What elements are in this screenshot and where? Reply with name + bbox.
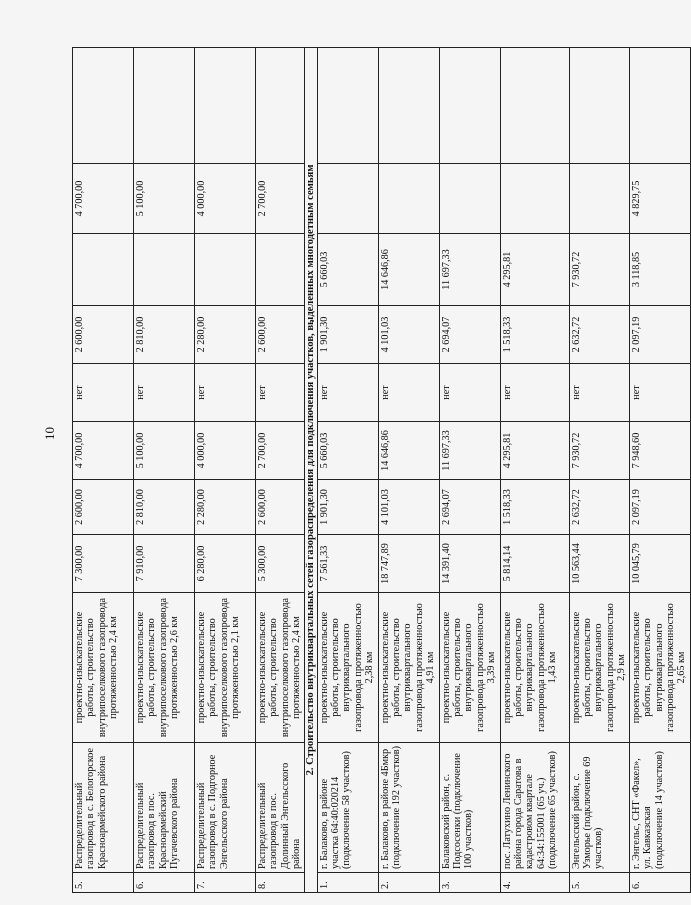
table-row bbox=[500, 48, 569, 893]
total-cost: 5 300,00 bbox=[256, 535, 305, 593]
object-name: пос. Латухино Ленинского района города Саратова в кадастровом квартале 64:34:155001 (65 уч.) (подключение 65 участков) bbox=[500, 743, 569, 873]
row-number: 1. bbox=[317, 873, 378, 893]
value-4: 1 901,30 bbox=[317, 306, 378, 364]
section-2-body bbox=[304, 48, 317, 893]
value-2: 4 000,00 bbox=[195, 422, 256, 480]
value-1: 2 632,72 bbox=[569, 480, 629, 535]
value-1: 4 101,03 bbox=[378, 480, 439, 535]
object-name: г. Энгельс, СНТ «Факел», ул. Кавказская (подключение 14 участков) bbox=[629, 743, 690, 873]
value-1: 2 694,07 bbox=[439, 480, 500, 535]
table-row bbox=[256, 48, 305, 893]
object-name: Распределительный газопровод в с. Белогорское Красноармейского района bbox=[73, 743, 134, 873]
work-description: проектно-изыскательские работы, строительство внутрипоселкового газопровода протяженностью 2,4 км bbox=[73, 593, 134, 743]
object-name: г. Балаково, в районе участка 64:40:020214 (подключение 58 участков) bbox=[317, 743, 378, 873]
value-2: 5 660,03 bbox=[317, 422, 378, 480]
blank-column bbox=[439, 48, 500, 164]
blank-column bbox=[73, 48, 134, 164]
total-cost: 14 391,40 bbox=[439, 535, 500, 593]
row-number: 6. bbox=[629, 873, 690, 893]
blank-column bbox=[195, 48, 256, 164]
blank-column bbox=[378, 48, 439, 164]
value-5 bbox=[134, 234, 195, 306]
row-number: 6. bbox=[134, 873, 195, 893]
value-6: 4 829,75 bbox=[629, 164, 690, 234]
value-6: 4 700,00 bbox=[73, 164, 134, 234]
work-description: проектно-изыскательские работы, строительство внутрипоселкового газопровода протяженностью 2,4 км bbox=[256, 593, 305, 743]
value-3: нет bbox=[195, 364, 256, 422]
value-2: 2 700,00 bbox=[256, 422, 305, 480]
value-5: 4 295,81 bbox=[500, 234, 569, 306]
value-6 bbox=[500, 164, 569, 234]
object-name: Энгельсский район, с. Узморье (подключение 69 участков) bbox=[569, 743, 629, 873]
value-5: 5 660,03 bbox=[317, 234, 378, 306]
row-number: 4. bbox=[500, 873, 569, 893]
value-2: 7 948,60 bbox=[629, 422, 690, 480]
value-1: 2 280,00 bbox=[195, 480, 256, 535]
total-cost: 6 280,00 bbox=[195, 535, 256, 593]
value-1: 2 810,00 bbox=[134, 480, 195, 535]
row-number: 5. bbox=[73, 873, 134, 893]
value-4: 2 810,00 bbox=[134, 306, 195, 364]
value-3: нет bbox=[569, 364, 629, 422]
value-5: 14 646,86 bbox=[378, 234, 439, 306]
value-5 bbox=[195, 234, 256, 306]
table-row bbox=[629, 48, 690, 893]
object-name: Распределительный газопровод в пос. Долинный Энгельсского района bbox=[256, 743, 305, 873]
total-cost: 10 563,44 bbox=[569, 535, 629, 593]
value-2: 5 100,00 bbox=[134, 422, 195, 480]
value-1: 1 901,30 bbox=[317, 480, 378, 535]
value-6 bbox=[439, 164, 500, 234]
program-table bbox=[72, 47, 691, 893]
work-description: проектно-изыскательские работы, строительство внутриквартального газопровода протяженностью 2,38 км bbox=[317, 593, 378, 743]
row-number: 5. bbox=[569, 873, 629, 893]
row-number: 8. bbox=[256, 873, 305, 893]
value-3: нет bbox=[134, 364, 195, 422]
value-4: 4 101,03 bbox=[378, 306, 439, 364]
total-cost: 18 747,89 bbox=[378, 535, 439, 593]
value-1: 2 600,00 bbox=[256, 480, 305, 535]
row-number: 3. bbox=[439, 873, 500, 893]
object-name: Распределительный газопровод в пос. Красноармейский Пугачевского района bbox=[134, 743, 195, 873]
row-number: 7. bbox=[195, 873, 256, 893]
work-description: проектно-изыскательские работы, строительство внутриквартального газопровода протяженностью 1,43 км bbox=[500, 593, 569, 743]
total-cost: 5 814,14 bbox=[500, 535, 569, 593]
value-3: нет bbox=[256, 364, 305, 422]
value-6 bbox=[569, 164, 629, 234]
page-number: 10 bbox=[42, 427, 57, 440]
value-6: 4 000,00 bbox=[195, 164, 256, 234]
value-5: 11 697,33 bbox=[439, 234, 500, 306]
table-row bbox=[378, 48, 439, 893]
total-cost: 7 561,33 bbox=[317, 535, 378, 593]
table-body-bottom bbox=[317, 48, 690, 893]
value-4: 2 600,00 bbox=[73, 306, 134, 364]
blank-column bbox=[134, 48, 195, 164]
object-name: Балаковский район, с. Подсосенки (подключение 100 участков) bbox=[439, 743, 500, 873]
value-5 bbox=[73, 234, 134, 306]
work-description: проектно-изыскательские работы, строительство внутриквартального газопровода протяженностью 3,39 км bbox=[439, 593, 500, 743]
value-4: 2 600,00 bbox=[256, 306, 305, 364]
blank-column bbox=[317, 48, 378, 164]
blank-column bbox=[256, 48, 305, 164]
blank-column bbox=[500, 48, 569, 164]
value-2: 14 646,86 bbox=[378, 422, 439, 480]
work-description: проектно-изыскательские работы, строительство внутрипоселкового газопровода протяженностью 2,1 км bbox=[195, 593, 256, 743]
value-5 bbox=[256, 234, 305, 306]
table-body-top bbox=[73, 48, 305, 893]
work-description: проектно-изыскательские работы, строительство внутриквартального газопровода протяженностью 2,9 км bbox=[569, 593, 629, 743]
value-6: 2 700,00 bbox=[256, 164, 305, 234]
value-2: 4 295,81 bbox=[500, 422, 569, 480]
total-cost: 7 910,00 bbox=[134, 535, 195, 593]
value-1: 2 600,00 bbox=[73, 480, 134, 535]
table-row bbox=[134, 48, 195, 893]
rotated-table-container bbox=[72, 48, 688, 893]
section-header-row bbox=[304, 48, 317, 893]
value-1: 1 518,33 bbox=[500, 480, 569, 535]
table-row bbox=[569, 48, 629, 893]
table-row bbox=[317, 48, 378, 893]
value-2: 4 700,00 bbox=[73, 422, 134, 480]
value-5: 3 118,85 bbox=[629, 234, 690, 306]
blank-column bbox=[569, 48, 629, 164]
work-description: проектно-изыскательские работы, строительство внутрипоселкового газопровода протяженностью 2,6 км bbox=[134, 593, 195, 743]
value-3: нет bbox=[73, 364, 134, 422]
work-description: проектно-изыскательские работы, строительство внутриквартального газопровода протяженностью 4,91 км bbox=[378, 593, 439, 743]
table-row bbox=[439, 48, 500, 893]
value-6: 5 100,00 bbox=[134, 164, 195, 234]
value-2: 7 930,72 bbox=[569, 422, 629, 480]
value-3: нет bbox=[629, 364, 690, 422]
value-4: 2 694,07 bbox=[439, 306, 500, 364]
value-3: нет bbox=[317, 364, 378, 422]
value-6 bbox=[378, 164, 439, 234]
value-4: 2 097,19 bbox=[629, 306, 690, 364]
section-2-title: 2. Строительство внутриквартальных сетей газораспределения для подключения участков, выделенных многодетным семьям bbox=[304, 48, 317, 893]
value-3: нет bbox=[378, 364, 439, 422]
value-1: 2 097,19 bbox=[629, 480, 690, 535]
value-4: 2 280,00 bbox=[195, 306, 256, 364]
table-row bbox=[73, 48, 134, 893]
work-description: проектно-изыскательские работы, строительство внутриквартального газопровода протяженностью 2,65 км bbox=[629, 593, 690, 743]
object-name: Распределительный газопровод в с. Подгорное Энгельсского района bbox=[195, 743, 256, 873]
value-3: нет bbox=[500, 364, 569, 422]
table-row bbox=[195, 48, 256, 893]
value-6 bbox=[317, 164, 378, 234]
total-cost: 10 045,79 bbox=[629, 535, 690, 593]
total-cost: 7 300,00 bbox=[73, 535, 134, 593]
blank-column bbox=[629, 48, 690, 164]
object-name: г. Балаково, в районе 4Бмкр (подключение 192 участков) bbox=[378, 743, 439, 873]
value-4: 2 632,72 bbox=[569, 306, 629, 364]
row-number: 2. bbox=[378, 873, 439, 893]
value-2: 11 697,33 bbox=[439, 422, 500, 480]
value-3: нет bbox=[439, 364, 500, 422]
value-4: 1 518,33 bbox=[500, 306, 569, 364]
value-5: 7 930,72 bbox=[569, 234, 629, 306]
